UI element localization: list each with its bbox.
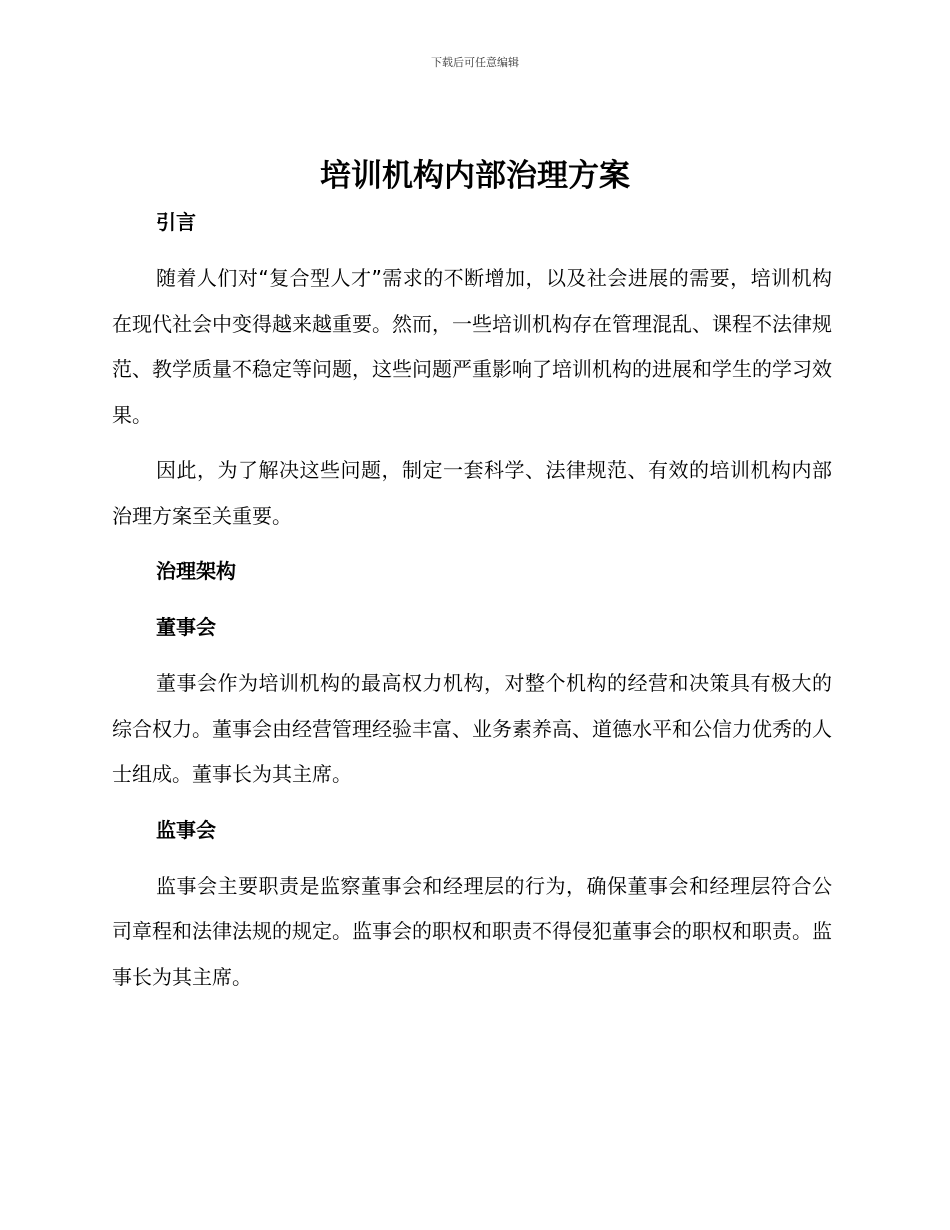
intro-heading: 引言 xyxy=(156,210,196,234)
page-header-note: 下载后可任意编辑 xyxy=(431,56,519,69)
supervisory-heading: 监事会 xyxy=(156,817,216,842)
board-heading: 董事会 xyxy=(156,615,216,639)
board-paragraph: 董事会作为培训机构的最高权力机构，对整个机构的经营和决策具有极大的综合权力。董事会由经营管理经验丰富、业务素养高、道德水平和公信力优秀的人士组成。董事长为其主席。 xyxy=(112,671,832,786)
governance-heading: 治理架构 xyxy=(156,559,236,583)
intro-paragraph-1: 随着人们对“复合型人才”需求的不断增加，以及社会进展的需要，培训机构在现代社会中变得越来越重要。然而，一些培训机构存在管理混乱、课程不法律规范、教学质量不稳定等问题，这些问题严重影响了培训机构的进展和学生的学习效果。 xyxy=(112,266,832,427)
supervisory-paragraph: 监事会主要职责是监察董事会和经理层的行为，确保董事会和经理层符合公司章程和法律法规的规定。监事会的职权和职责不得侵犯董事会的职权和职责。监事长为其主席。 xyxy=(112,873,832,989)
document-body xyxy=(112,200,832,1000)
document-title: 培训机构内部治理方案 xyxy=(320,158,630,194)
intro-paragraph-2: 因此，为了解决这些问题，制定一套科学、法律规范、有效的培训机构内部治理方案至关重要。 xyxy=(112,458,832,528)
